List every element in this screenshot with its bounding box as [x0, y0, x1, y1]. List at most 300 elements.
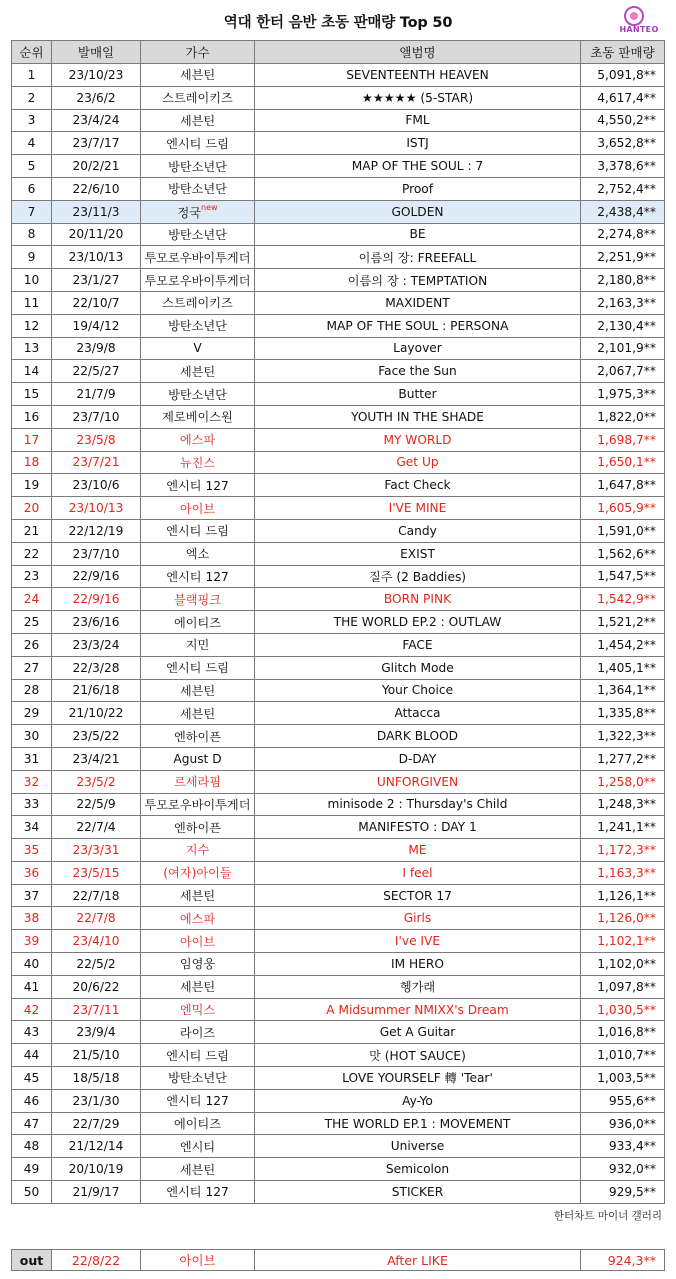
table-row	[12, 132, 665, 155]
artist-cell	[141, 975, 255, 998]
date-cell-text: 21/10/22	[68, 706, 124, 721]
date-cell	[52, 451, 141, 474]
album-cell-text: Get A Guitar	[379, 1025, 456, 1040]
artist-cell-text: 아이브	[179, 501, 216, 516]
date-cell-text: 22/7/18	[72, 888, 120, 903]
table-row	[12, 405, 665, 428]
artist-cell-text: 세븐틴	[179, 889, 216, 904]
artist-cell	[141, 930, 255, 953]
sales-cell	[581, 1044, 665, 1067]
artist-cell-text: 투모로우바이투게더	[144, 797, 251, 812]
table-row	[12, 930, 665, 953]
album-cell	[255, 884, 581, 907]
album-cell	[255, 269, 581, 292]
album-cell-text: I've IVE	[394, 934, 441, 949]
artist-cell-text: Agust D	[173, 751, 222, 766]
table-row	[12, 177, 665, 200]
rank-cell-text: 9	[27, 250, 36, 265]
album-cell	[255, 177, 581, 200]
sales-cell	[581, 223, 665, 246]
rank-cell	[12, 383, 52, 406]
sales-cell	[581, 428, 665, 451]
album-cell	[255, 816, 581, 839]
date-cell	[52, 839, 141, 862]
rank-cell-text: 2	[27, 90, 36, 105]
artist-cell-text: 엔시티 127	[166, 1094, 229, 1109]
date-cell	[52, 519, 141, 542]
table-row	[12, 269, 665, 292]
rank-cell	[12, 1135, 52, 1158]
rank-cell	[12, 839, 52, 862]
album-cell-text: EXIST	[400, 546, 435, 561]
out-label: out	[12, 1250, 52, 1271]
date-cell-text: 22/10/7	[72, 295, 120, 310]
artist-cell	[141, 565, 255, 588]
date-cell-text: 18/5/18	[72, 1070, 120, 1085]
date-cell-text: 23/7/11	[72, 1002, 120, 1017]
date-cell-text: 20/2/21	[72, 159, 120, 174]
date-cell	[52, 291, 141, 314]
artist-cell	[141, 337, 255, 360]
rank-cell	[12, 884, 52, 907]
sales-cell	[581, 1181, 665, 1204]
artist-cell-text: 엔시티 드림	[166, 1048, 229, 1063]
rank-cell-text: 34	[23, 820, 40, 835]
sales-cell	[581, 839, 665, 862]
album-cell	[255, 611, 581, 634]
table-row	[12, 770, 665, 793]
sales-cell-text: 1,277,2**	[597, 751, 656, 766]
album-cell	[255, 588, 581, 611]
rank-cell-text: 45	[23, 1070, 40, 1085]
date-cell-text: 20/6/22	[72, 979, 120, 994]
artist-cell	[141, 907, 255, 930]
rank-cell-text: 27	[23, 660, 40, 675]
rank-cell	[12, 1158, 52, 1181]
artist-cell	[141, 314, 255, 337]
rank-cell-text: 8	[27, 227, 36, 242]
rank-cell	[12, 291, 52, 314]
table-row	[12, 542, 665, 565]
date-cell	[52, 998, 141, 1021]
sales-cell	[581, 793, 665, 816]
sales-cell	[581, 109, 665, 132]
artist-cell	[141, 1021, 255, 1044]
sales-cell-text: 1,102,1**	[597, 934, 656, 949]
table-row	[12, 1135, 665, 1158]
table-row	[12, 998, 665, 1021]
new-tag: new	[201, 202, 218, 212]
rank-cell	[12, 86, 52, 109]
artist-cell	[141, 1044, 255, 1067]
artist-cell-text: (여자)아이들	[163, 866, 232, 881]
album-cell	[255, 132, 581, 155]
table-row	[12, 1158, 665, 1181]
date-cell	[52, 975, 141, 998]
album-cell-text: SEVENTEENTH HEAVEN	[346, 67, 489, 82]
date-cell	[52, 1135, 141, 1158]
logo-text: HANTEO	[619, 25, 659, 34]
date-cell	[52, 360, 141, 383]
date-cell	[52, 428, 141, 451]
album-cell-text: MAP OF THE SOUL : PERSONA	[326, 318, 509, 333]
rank-cell	[12, 451, 52, 474]
artist-cell-text: 정국	[177, 205, 201, 220]
rank-cell	[12, 975, 52, 998]
sales-cell	[581, 679, 665, 702]
rank-cell-text: 4	[27, 136, 36, 151]
rank-cell-text: 42	[23, 1002, 40, 1017]
rank-cell	[12, 269, 52, 292]
artist-cell-text: 뉴진스	[179, 455, 216, 470]
sales-cell-text: 1,975,3**	[597, 387, 656, 402]
date-cell-text: 22/7/29	[72, 1116, 120, 1131]
rank-cell-text: 48	[23, 1139, 40, 1154]
artist-cell-text: V	[193, 341, 202, 356]
album-cell-text: STICKER	[391, 1184, 444, 1199]
table-row	[12, 1089, 665, 1112]
table-row	[12, 1044, 665, 1067]
album-cell-text: Ay-Yo	[402, 1093, 433, 1108]
table-row	[12, 861, 665, 884]
artist-cell-text: 에이티즈	[173, 615, 222, 630]
rank-cell-text: 39	[23, 934, 40, 949]
sales-cell	[581, 816, 665, 839]
date-cell	[52, 497, 141, 520]
rank-cell	[12, 953, 52, 976]
sales-cell-text: 1,126,0**	[597, 911, 656, 926]
sales-cell-text: 1,542,9**	[597, 592, 656, 607]
rank-cell	[12, 633, 52, 656]
rank-cell	[12, 998, 52, 1021]
rank-cell	[12, 1044, 52, 1067]
sales-cell	[581, 930, 665, 953]
artist-cell-text: 세븐틴	[179, 364, 216, 379]
artist-cell-text: 엔시티 127	[166, 1185, 229, 1200]
artist-cell-text: 세븐틴	[179, 1162, 216, 1177]
album-cell	[255, 747, 581, 770]
rank-cell	[12, 246, 52, 269]
sales-cell-text: 1,016,8**	[597, 1025, 656, 1040]
rank-cell	[12, 519, 52, 542]
artist-cell	[141, 109, 255, 132]
table-row	[12, 451, 665, 474]
table-row	[12, 519, 665, 542]
artist-cell	[141, 497, 255, 520]
sales-cell-text: 1,521,2**	[597, 615, 656, 630]
rank-cell-text: 40	[23, 956, 40, 971]
artist-cell	[141, 1067, 255, 1090]
sales-cell	[581, 1135, 665, 1158]
sales-cell-text: 2,067,7**	[597, 364, 656, 379]
sales-cell-text: 1,591,0**	[597, 523, 656, 538]
rank-cell	[12, 907, 52, 930]
album-cell-text: Butter	[398, 387, 437, 402]
album-cell	[255, 64, 581, 87]
date-cell-text: 23/7/17	[72, 136, 120, 151]
artist-cell	[141, 1158, 255, 1181]
album-cell	[255, 725, 581, 748]
rank-cell	[12, 816, 52, 839]
sales-cell	[581, 132, 665, 155]
header-album: 앨범명	[255, 41, 581, 64]
sales-cell	[581, 953, 665, 976]
rank-cell-text: 29	[23, 706, 40, 721]
sales-cell	[581, 360, 665, 383]
artist-cell	[141, 747, 255, 770]
album-cell	[255, 907, 581, 930]
rank-cell	[12, 861, 52, 884]
sales-cell-text: 2,180,8**	[597, 273, 656, 288]
date-cell	[52, 155, 141, 178]
sales-cell	[581, 1112, 665, 1135]
sales-cell-text: 3,652,8**	[597, 136, 656, 151]
sales-cell	[581, 588, 665, 611]
album-cell-text: Layover	[393, 341, 442, 356]
album-cell-text: minisode 2 : Thursday's Child	[327, 797, 508, 812]
table-row	[12, 360, 665, 383]
date-cell	[52, 200, 141, 223]
sales-cell-text: 1,172,3**	[597, 842, 656, 857]
sales-cell	[581, 155, 665, 178]
sales-cell-text: 1,698,7**	[597, 432, 656, 447]
rank-cell-text: 15	[23, 387, 40, 402]
table-row	[12, 747, 665, 770]
artist-cell	[141, 269, 255, 292]
table-row	[12, 725, 665, 748]
sales-cell-text: 1,248,3**	[597, 797, 656, 812]
rank-cell	[12, 109, 52, 132]
ranking-table	[11, 40, 665, 1204]
sales-cell-text: 1,258,0**	[597, 774, 656, 789]
sales-cell	[581, 451, 665, 474]
date-cell	[52, 725, 141, 748]
table-row	[12, 588, 665, 611]
album-cell-text: 이름의 장: FREEFALL	[358, 250, 477, 265]
date-cell	[52, 907, 141, 930]
sales-cell	[581, 246, 665, 269]
rank-cell-text: 12	[23, 318, 40, 333]
sales-cell	[581, 177, 665, 200]
rank-cell-text: 32	[23, 774, 40, 789]
table-row	[12, 633, 665, 656]
sales-cell-text: 2,163,3**	[597, 295, 656, 310]
album-cell-text: ISTJ	[406, 136, 429, 151]
date-cell-text: 23/9/8	[76, 341, 116, 356]
album-cell-text: MY WORLD	[383, 432, 452, 447]
sales-cell	[581, 269, 665, 292]
artist-cell	[141, 64, 255, 87]
rank-cell	[12, 542, 52, 565]
sales-cell	[581, 291, 665, 314]
table-row	[12, 565, 665, 588]
rank-cell-text: 10	[23, 273, 40, 288]
album-cell	[255, 930, 581, 953]
artist-cell	[141, 223, 255, 246]
table-row	[12, 793, 665, 816]
date-cell-text: 22/5/9	[76, 797, 116, 812]
date-cell-text: 23/7/21	[72, 455, 120, 470]
album-cell	[255, 223, 581, 246]
artist-cell	[141, 474, 255, 497]
album-cell-text: MAXIDENT	[385, 295, 450, 310]
album-cell	[255, 246, 581, 269]
date-cell-text: 21/12/14	[68, 1139, 124, 1154]
sales-cell	[581, 1067, 665, 1090]
artist-cell-text: 아이브	[179, 934, 216, 949]
album-cell-text: ME	[408, 842, 427, 857]
artist-cell-text: 엔시티 드림	[166, 661, 229, 676]
rank-cell-text: 6	[27, 181, 36, 196]
album-cell	[255, 497, 581, 520]
artist-cell-text: 지민	[185, 638, 210, 653]
date-cell-text: 23/10/6	[72, 478, 120, 493]
album-cell	[255, 428, 581, 451]
rank-cell-text: 23	[23, 569, 40, 584]
album-cell-text: 헹가래	[399, 980, 436, 995]
sales-cell	[581, 405, 665, 428]
rank-cell	[12, 679, 52, 702]
rank-cell-text: 19	[23, 478, 40, 493]
rank-cell-text: 38	[23, 911, 40, 926]
album-cell	[255, 337, 581, 360]
album-cell-text: ★★★★★ (5-STAR)	[361, 90, 474, 105]
artist-cell	[141, 246, 255, 269]
artist-cell-text: 제로베이스원	[162, 410, 233, 425]
rank-cell-text: 37	[23, 888, 40, 903]
sales-cell-text: 1,364,1**	[597, 683, 656, 698]
artist-cell-text: 방탄소년단	[168, 159, 227, 174]
sales-cell-text: 1,241,1**	[597, 820, 656, 835]
date-cell	[52, 246, 141, 269]
album-cell-text: Get Up	[396, 455, 439, 470]
table-row	[12, 816, 665, 839]
rank-cell-text: 3	[27, 113, 36, 128]
rank-cell-text: 30	[23, 729, 40, 743]
rank-cell	[12, 1021, 52, 1044]
date-cell	[52, 1089, 141, 1112]
rank-cell-text: 25	[23, 615, 40, 630]
rank-cell-text: 16	[23, 409, 40, 424]
date-cell	[52, 474, 141, 497]
artist-cell-text: 엔시티 드림	[166, 136, 229, 151]
album-cell-text: Face the Sun	[378, 364, 457, 379]
rank-cell-text: 44	[23, 1048, 40, 1063]
sales-cell-text: 1,030,5**	[597, 1002, 656, 1017]
sales-cell	[581, 200, 665, 223]
sales-cell	[581, 1089, 665, 1112]
sales-cell	[581, 747, 665, 770]
rank-cell-text: 20	[23, 501, 40, 516]
sales-cell	[581, 770, 665, 793]
album-cell-text: YOUTH IN THE SHADE	[351, 409, 484, 424]
sales-cell	[581, 702, 665, 725]
table-row	[12, 64, 665, 87]
rank-cell	[12, 314, 52, 337]
table-row	[12, 109, 665, 132]
table-row	[12, 907, 665, 930]
sales-cell-text: 1,126,1**	[597, 888, 656, 903]
sales-cell-text: 929,5**	[608, 1184, 656, 1199]
album-cell	[255, 1089, 581, 1112]
date-cell-text: 23/3/24	[72, 637, 120, 652]
rank-cell-text: 47	[23, 1116, 40, 1131]
album-cell-text: FML	[405, 113, 430, 128]
album-cell-text: D-DAY	[398, 751, 437, 766]
rank-cell-text: 11	[23, 295, 40, 310]
album-cell-text: Girls	[403, 911, 432, 926]
sales-cell-text: 1,822,0**	[597, 409, 656, 424]
rank-cell	[12, 793, 52, 816]
rank-cell-text: 41	[23, 979, 40, 994]
table-row	[12, 611, 665, 634]
rank-cell	[12, 200, 52, 223]
artist-cell	[141, 953, 255, 976]
credit-text: 한터차트 마이너 갤러리	[553, 1210, 662, 1222]
artist-cell-text: 방탄소년단	[168, 227, 227, 242]
rank-cell	[12, 497, 52, 520]
table-row	[12, 155, 665, 178]
artist-cell-text: 지수	[185, 843, 210, 858]
logo-dot-icon	[630, 12, 638, 20]
artist-cell-text: 블랙핑크	[173, 592, 222, 607]
album-cell	[255, 1021, 581, 1044]
rank-cell	[12, 405, 52, 428]
date-cell-text: 23/10/23	[68, 67, 124, 82]
table-row	[12, 679, 665, 702]
date-cell	[52, 930, 141, 953]
sales-cell	[581, 861, 665, 884]
table-row	[12, 497, 665, 520]
rank-cell	[12, 1067, 52, 1090]
artist-cell-text: 방탄소년단	[168, 319, 227, 334]
rank-cell-text: 18	[23, 455, 40, 470]
sales-cell-text: 2,438,4**	[597, 204, 656, 219]
artist-cell	[141, 428, 255, 451]
out-date: 22/8/22	[52, 1250, 141, 1271]
album-cell	[255, 839, 581, 862]
sales-cell-text: 1,097,8**	[597, 979, 656, 994]
rank-cell-text: 31	[23, 751, 40, 766]
sales-cell	[581, 633, 665, 656]
artist-cell	[141, 86, 255, 109]
table-row	[12, 337, 665, 360]
artist-cell-text: 엔하이픈	[173, 729, 222, 744]
sales-cell-text: 1,003,5**	[597, 1070, 656, 1085]
album-cell	[255, 200, 581, 223]
out-sales: 924,3**	[581, 1250, 665, 1271]
table-row	[12, 975, 665, 998]
album-cell	[255, 314, 581, 337]
sales-cell	[581, 656, 665, 679]
date-cell	[52, 383, 141, 406]
album-cell	[255, 793, 581, 816]
artist-cell	[141, 132, 255, 155]
header-artist: 가수	[141, 41, 255, 64]
artist-cell-text: 엔하이픈	[173, 820, 222, 835]
table-row	[12, 200, 665, 223]
sales-cell	[581, 383, 665, 406]
rank-cell	[12, 565, 52, 588]
rank-cell-text: 21	[23, 523, 40, 538]
album-cell	[255, 109, 581, 132]
rank-cell	[12, 1181, 52, 1204]
sales-cell-text: 1,454,2**	[597, 637, 656, 652]
table-row	[12, 1112, 665, 1135]
album-cell-text: I'VE MINE	[388, 501, 447, 516]
album-cell-text: LOVE YOURSELF 轉 'Tear'	[342, 1071, 493, 1086]
sales-cell-text: 3,378,6**	[597, 159, 656, 174]
